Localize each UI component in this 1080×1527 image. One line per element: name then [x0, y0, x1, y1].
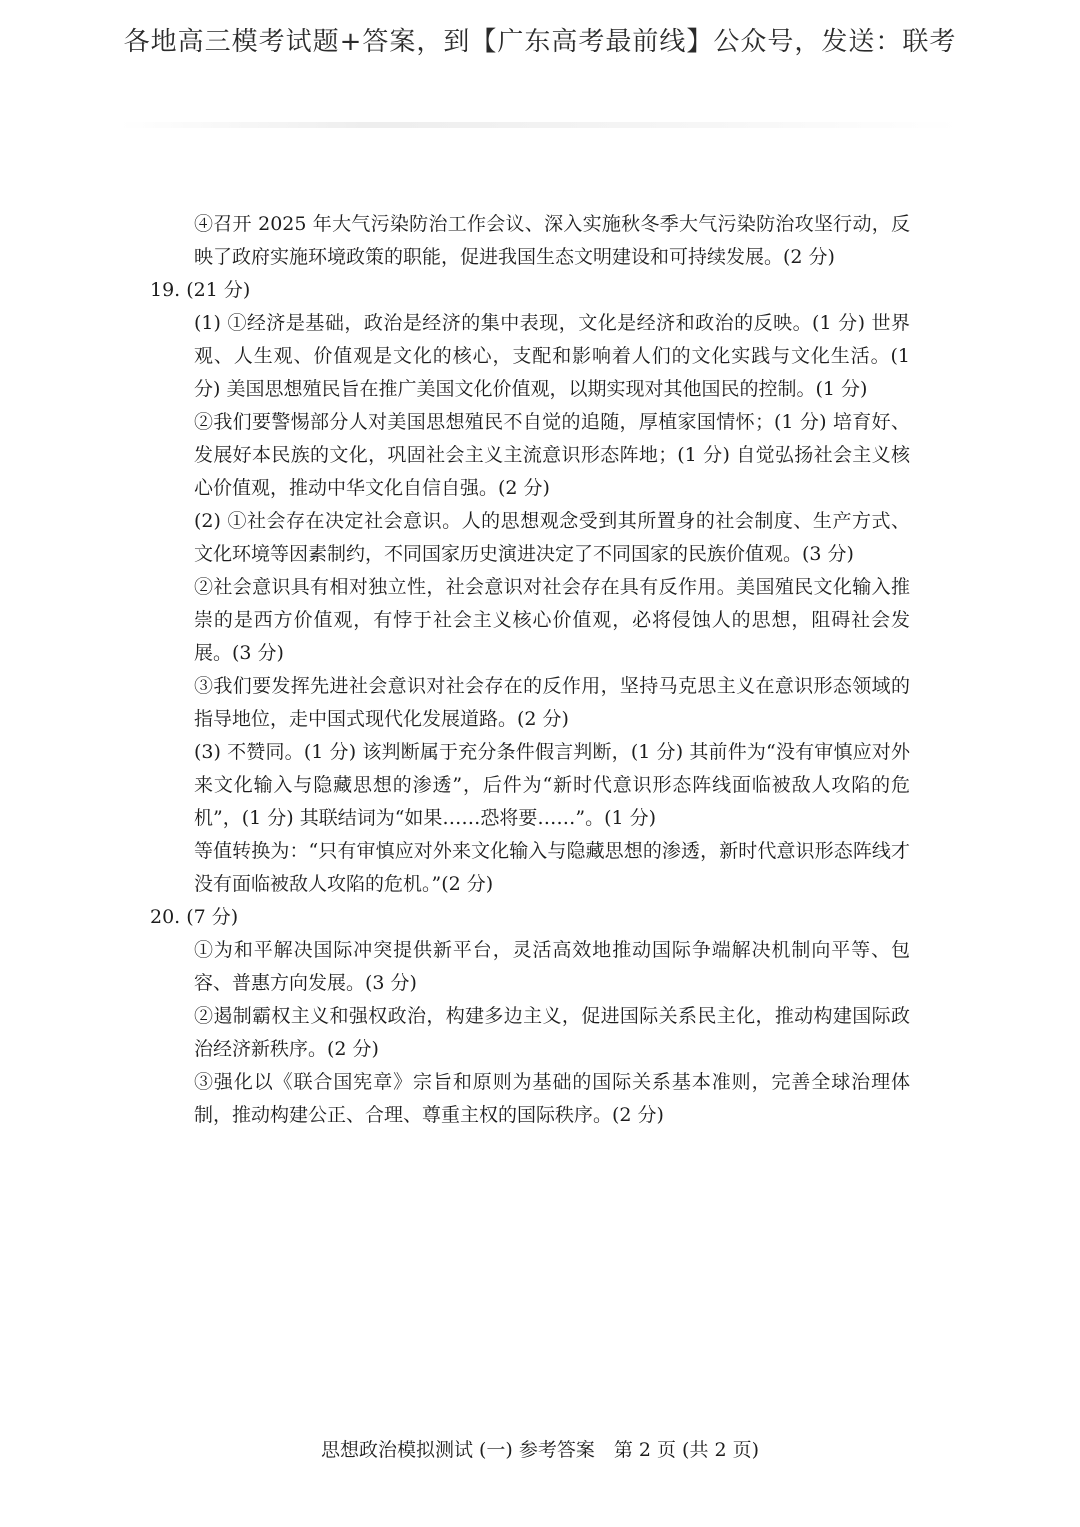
answer-18-item-4: ④召开 2025 年大气污染防治工作会议、深入实施秋冬季大气污染防治攻坚行动，反映了政府实施环境政策的职能，促进我国生态文明建设和可持续发展。(2 分) — [194, 213, 910, 268]
answer-19-1-item-2: ②我们要警惕部分人对美国思想殖民不自觉的追随，厚植家国情怀；(1 分) 培育好、发展好本民族的文化，巩固社会主义主流意识形态阵地；(1 分) 自觉弘扬社会主义核心价值观，推动中华文化自信自强。(2 分) — [194, 411, 910, 499]
page-footer: 思想政治模拟测试 (一) 参考答案 第 2 页 (共 2 页) — [320, 1439, 760, 1461]
answer-19-2-item-1: (2) ①社会存在决定社会意识。人的思想观念受到其所置身的社会制度、生产方式、文化环境等因素制约，不同国家历史演进决定了不同国家的民族价值观。(3 分) — [194, 510, 910, 565]
answer-19-1-item-1: (1) ①经济是基础，政治是经济的集中表现，文化是经济和政治的反映。(1 分) 世界观、人生观、价值观是文化的核心，支配和影响着人们的文化实践与文化生活。(1 分) 美国思想殖民旨在推广美国文化价值观，以期实现对其他国民的控制。(1 分) — [194, 312, 910, 400]
question-19-heading: 19. (21 分) — [150, 279, 251, 301]
answer-20-item-1: ①为和平解决国际冲突提供新平台，灵活高效地推动国际争端解决机制向平等、包容、普惠方向发展。(3 分) — [194, 939, 910, 994]
answer-19-3-equivalence: 等值转换为：“只有审慎应对外来文化输入与隐藏思想的渗透，新时代意识形态阵线才没有面临被敌人攻陷的危机。”(2 分) — [194, 840, 910, 895]
answer-19-3: (3) 不赞同。(1 分) 该判断属于充分条件假言判断，(1 分) 其前件为“没有审慎应对外来文化输入与隐藏思想的渗透”，后件为“新时代意识形态阵线面临被敌人攻陷的危机”，(1 分) 其联结词为“如果……恐将要……”。(1 分) — [194, 741, 910, 829]
answer-20-item-3: ③强化以《联合国宪章》宗旨和原则为基础的国际关系基本准则，完善全球治理体制，推动构建公正、合理、尊重主权的国际秩序。(2 分) — [194, 1071, 910, 1126]
question-20-heading: 20. (7 分) — [150, 906, 239, 928]
promo-banner: 各地高三模考试题+答案，到【广东高考最前线】公众号，发送：联考 — [123, 27, 957, 57]
answer-19-2-item-2: ②社会意识具有相对独立性，社会意识对社会存在具有反作用。美国殖民文化输入推崇的是西方价值观，有悖于社会主义核心价值观，必将侵蚀人的思想，阻碍社会发展。(3 分) — [194, 576, 910, 664]
answer-20-item-2: ②遏制霸权主义和强权政治，构建多边主义，促进国际关系民主化，推动构建国际政治经济新秩序。(2 分) — [194, 1005, 910, 1060]
scan-artifact — [120, 122, 960, 128]
answer-19-2-item-3: ③我们要发挥先进社会意识对社会存在的反作用，坚持马克思主义在意识形态领域的指导地位，走中国式现代化发展道路。(2 分) — [194, 675, 910, 730]
answer-content — [150, 208, 910, 1132]
